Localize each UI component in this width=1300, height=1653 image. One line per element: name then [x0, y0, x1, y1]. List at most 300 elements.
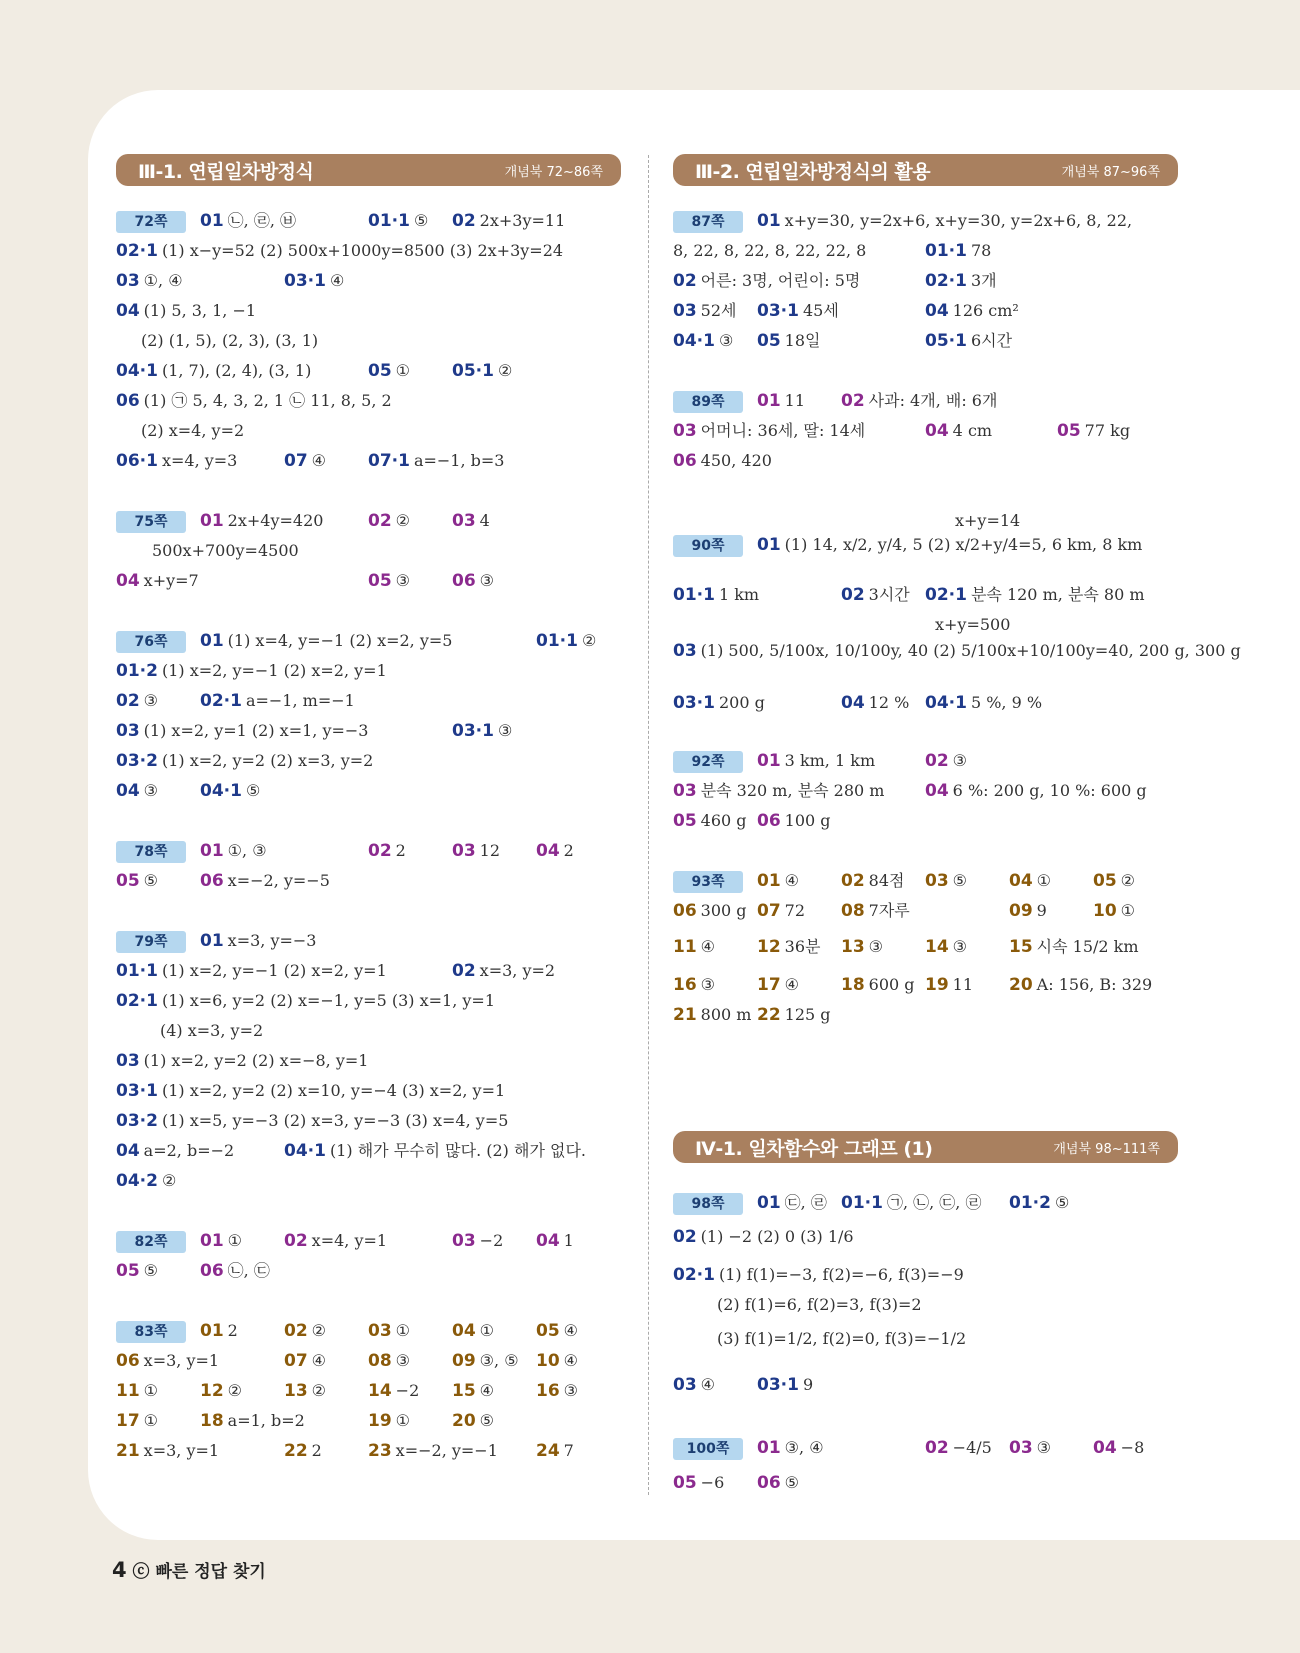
page-number-badge: 79쪽 [116, 931, 186, 953]
answer-item [116, 1078, 505, 1104]
answer-text: −2 [395, 1381, 420, 1400]
problem-number: 01 [757, 1438, 781, 1458]
problem-number: 01 [757, 871, 781, 891]
problem-number: 03·1 [116, 1081, 158, 1101]
problem-number: 02 [116, 691, 140, 711]
problem-number: 06 [757, 1473, 781, 1493]
answer-row [0, 934, 1300, 960]
problem-number: 04·2 [116, 1171, 158, 1191]
problem-number: 02 [452, 961, 476, 981]
problem-number: 09 [452, 1351, 476, 1371]
section-header-3-2 [673, 154, 1178, 186]
answer-text: 4 [479, 511, 490, 530]
problem-number: 07 [284, 451, 308, 471]
problem-number: 04 [116, 781, 140, 801]
problem-number: 09 [1009, 901, 1033, 921]
answer-item [757, 298, 839, 324]
problem-number: 01 [200, 211, 224, 231]
problem-number: 02 [368, 841, 392, 861]
problem-number: 04 [536, 841, 560, 861]
answer-item [1009, 1435, 1051, 1461]
problem-number: 01 [200, 931, 224, 951]
problem-number: 13 [841, 937, 865, 957]
problem-number: 10 [1093, 901, 1117, 921]
answer-item [452, 838, 500, 864]
answer-row [0, 898, 1300, 924]
problem-number: 03 [673, 781, 697, 801]
answer-text: ⑤ [479, 1411, 495, 1430]
problem-number: 14 [925, 937, 949, 957]
page-badge [116, 838, 186, 864]
answer-text: x=4, y=1 [311, 1231, 388, 1250]
answer-text: ① [1036, 871, 1052, 890]
answer-text: ④ [700, 937, 716, 956]
answer-item [841, 582, 910, 608]
answer-text: (1, 7), (2, 4), (3, 1) [161, 361, 312, 380]
answer-item [368, 358, 410, 384]
answer-item [673, 972, 715, 998]
answer-text: 4 cm [952, 421, 993, 440]
answer-text: (1) x=5, y=−3 (2) x=3, y=−3 (3) x=4, y=5 [161, 1111, 509, 1130]
answer-row [0, 1435, 1300, 1461]
answer-text: 2 [395, 841, 406, 860]
problem-number: 06 [452, 571, 476, 591]
answer-text: ④ [784, 871, 800, 890]
answer-text: 125 g [784, 1005, 831, 1024]
answer-item [673, 238, 866, 264]
answer-item [1057, 418, 1130, 444]
answer-text: 52세 [700, 301, 737, 320]
answer-item [673, 448, 772, 474]
problem-number: 01 [200, 841, 224, 861]
answer-row [0, 358, 1300, 384]
answer-item [925, 582, 1145, 608]
answer-text: ㉡, ㉣, ㉥ [227, 211, 297, 230]
problem-number: 02·1 [200, 691, 242, 711]
answer-row [0, 1138, 1300, 1164]
problem-number: 02 [284, 1231, 308, 1251]
answer-text: (1) x=2, y=2 (2) x=3, y=2 [161, 751, 374, 770]
answer-text: ① [479, 1321, 495, 1340]
answer-text: ③ [395, 1351, 411, 1370]
answer-text: 500x+700y=4500 [152, 541, 299, 560]
answer-text: (1) x=2, y=2 (2) x=−8, y=1 [143, 1051, 369, 1070]
answer-text: 11 [784, 391, 806, 410]
problem-number: 21 [673, 1005, 697, 1025]
answer-text: 12 % [868, 693, 910, 712]
problem-number: 01 [757, 211, 781, 231]
answer-text: (1) x=2, y=−1 (2) x=2, y=1 [161, 961, 387, 980]
problem-number: 01·2 [1009, 1193, 1051, 1213]
answer-item [925, 418, 992, 444]
answer-text: ① [227, 1231, 243, 1250]
answer-item [673, 1372, 715, 1398]
answer-row [0, 418, 1300, 444]
problem-number: 03 [673, 301, 697, 321]
problem-number: 02·1 [925, 585, 967, 605]
answer-item [452, 718, 512, 744]
answer-row [0, 238, 1300, 264]
problem-number: 04 [452, 1321, 476, 1341]
answer-item [536, 838, 574, 864]
answer-text: 84점 [868, 871, 905, 890]
problem-number: 03·1 [757, 301, 799, 321]
answer-row [0, 1372, 1300, 1398]
answer-item [757, 388, 805, 414]
problem-number: 05 [757, 331, 781, 351]
answer-text: ① [395, 1321, 411, 1340]
answer-text: (2) f(1)=6, f(2)=3, f(3)=2 [717, 1295, 922, 1314]
answer-row [0, 582, 1300, 608]
section-page-range: 개념북 98~111쪽 [1053, 1141, 1160, 1157]
problem-number: 06 [757, 811, 781, 831]
answer-text: ④ [479, 1381, 495, 1400]
answer-item [673, 934, 715, 960]
answer-text: ① [395, 361, 411, 380]
page-badge [673, 388, 743, 414]
problem-number: 02 [673, 271, 697, 291]
problem-number: 01 [200, 631, 224, 651]
answer-text: ④ [311, 1351, 327, 1370]
answer-text: ⑤ [784, 1473, 800, 1492]
problem-number: 16 [536, 1381, 560, 1401]
answer-row [0, 298, 1300, 324]
answer-text: ⑤ [413, 211, 429, 230]
problem-number: 04·1 [284, 1141, 326, 1161]
answer-text: 사과: 4개, 배: 6개 [868, 391, 998, 410]
answer-item [925, 298, 1019, 324]
problem-number: 02 [841, 871, 865, 891]
answer-item [757, 972, 799, 998]
answer-text: ④ [700, 1375, 716, 1394]
answer-text: 3시간 [868, 585, 910, 604]
answer-item [673, 1002, 751, 1028]
answer-item [673, 268, 860, 294]
problem-number: 06·1 [116, 451, 158, 471]
answer-item [935, 612, 1010, 638]
problem-number: 18 [200, 1411, 224, 1431]
answer-item [116, 1048, 368, 1074]
answer-text: ③ [718, 331, 734, 350]
page-number-badge: 100쪽 [673, 1438, 743, 1460]
answer-text: ① [143, 1381, 159, 1400]
answer-item [673, 808, 747, 834]
answer-row [0, 1262, 1300, 1288]
answer-item [757, 898, 805, 924]
problem-number: 03 [1009, 1438, 1033, 1458]
answer-text: x+y=500 [935, 615, 1011, 634]
answer-text: −2 [479, 1231, 504, 1250]
answer-text: 600 g [868, 975, 915, 994]
problem-number: 04 [1009, 871, 1033, 891]
answer-text: (1) f(1)=−3, f(2)=−6, f(3)=−9 [718, 1265, 964, 1284]
problem-number: 01 [757, 535, 781, 555]
problem-number: 03 [925, 871, 949, 891]
answer-item [673, 778, 884, 804]
page-badge [673, 208, 743, 234]
answer-text: (1) x=6, y=2 (2) x=−1, y=5 (3) x=1, y=1 [161, 991, 495, 1010]
page-number-badge: 87쪽 [673, 211, 743, 233]
problem-number: 03 [116, 271, 140, 291]
answer-text: a=−1, m=−1 [245, 691, 355, 710]
problem-number: 21 [116, 1441, 140, 1461]
problem-number: 20 [1009, 975, 1033, 995]
problem-number: 04·1 [925, 693, 967, 713]
answer-text: ④ [784, 975, 800, 994]
answer-text: x+y=7 [143, 571, 199, 590]
answer-row [0, 1326, 1300, 1352]
answer-row [0, 838, 1300, 864]
answer-item [673, 898, 747, 924]
page-badge [673, 748, 743, 774]
answer-text: ① [395, 1411, 411, 1430]
answer-row [0, 638, 1300, 664]
problem-number: 02·1 [116, 991, 158, 1011]
answer-item [841, 898, 910, 924]
answer-text: 1 km [718, 585, 760, 604]
answer-row [0, 1078, 1300, 1104]
answer-item [757, 328, 821, 354]
answer-text: 8, 22, 8, 22, 8, 22, 22, 8 [673, 241, 867, 260]
problem-number: 07 [757, 901, 781, 921]
problem-number: 06 [200, 871, 224, 891]
problem-number: 02·1 [673, 1265, 715, 1285]
answer-text: a=2, b=−2 [143, 1141, 235, 1160]
answer-text: ③ [143, 691, 159, 710]
answer-item [116, 358, 311, 384]
answer-item [673, 582, 759, 608]
answer-text: 460 g [700, 811, 747, 830]
problem-number: 03 [452, 841, 476, 861]
answer-text: 9 [802, 1375, 814, 1394]
answer-text: ①, ③ [227, 841, 267, 860]
problem-number: 02 [452, 211, 476, 231]
answer-item [717, 1292, 922, 1318]
problem-number: 01 [200, 511, 224, 531]
answer-text: 어머니: 36세, 딸: 14세 [700, 421, 866, 440]
page-badge [673, 532, 743, 558]
answer-text: ④ [329, 271, 345, 290]
problem-number: 01·1 [116, 961, 158, 981]
page-number-badge: 92쪽 [673, 751, 743, 773]
problem-number: 05 [368, 571, 392, 591]
answer-item [925, 868, 967, 894]
answer-text: 12 [479, 841, 501, 860]
answer-item [1093, 868, 1135, 894]
problem-number: 08 [368, 1351, 392, 1371]
answer-text: ④ [563, 1351, 579, 1370]
answer-text: ③ [563, 1381, 579, 1400]
problem-number: 22 [757, 1005, 781, 1025]
answer-text: ㉡, ㉢ [227, 1261, 270, 1280]
answer-item [673, 298, 737, 324]
answer-row [0, 208, 1300, 234]
section-header-3-1 [116, 154, 621, 186]
answer-row [0, 1224, 1300, 1250]
answer-text: −4/5 [952, 1438, 992, 1457]
problem-number: 05 [116, 1261, 140, 1281]
problem-number: 16 [673, 975, 697, 995]
answer-text: ② [581, 631, 597, 650]
problem-number: 05 [368, 361, 392, 381]
answer-text: (2) (1, 5), (2, 3), (3, 1) [141, 331, 319, 350]
answer-text: a=1, b=2 [227, 1411, 305, 1430]
answer-text: 7자루 [868, 901, 910, 920]
answer-item [116, 718, 368, 744]
answer-item [841, 868, 905, 894]
answer-item [673, 690, 765, 716]
problem-number: 04 [1093, 1438, 1117, 1458]
problem-number: 12 [757, 937, 781, 957]
answer-text: 분속 320 m, 분속 280 m [700, 781, 885, 800]
problem-number: 05 [116, 871, 140, 891]
answer-item [1009, 972, 1152, 998]
answer-text: 어른: 3명, 어린이: 5명 [700, 271, 861, 290]
section-page-range: 개념북 87~96쪽 [1061, 164, 1160, 180]
problem-number: 10 [536, 1351, 560, 1371]
problem-number: 05 [536, 1321, 560, 1341]
answer-text: ㉢, ㉣ [784, 1193, 827, 1212]
answer-item [452, 1408, 494, 1434]
answer-text: x=−2, y=−5 [227, 871, 330, 890]
problem-number: 01·2 [116, 661, 158, 681]
answer-text: x=3, y=2 [479, 961, 556, 980]
answer-text: 18일 [784, 331, 821, 350]
answer-text: 3 km, 1 km [784, 751, 876, 770]
answer-item [757, 808, 831, 834]
answer-row [0, 508, 1300, 534]
answer-item [1009, 868, 1051, 894]
answer-text: 5 %, 9 % [970, 693, 1043, 712]
answer-text: x=3, y=1 [143, 1351, 220, 1370]
answer-item [673, 328, 733, 354]
answer-text: a=−1, b=3 [413, 451, 505, 470]
problem-number: 11 [116, 1381, 140, 1401]
problem-number: 04 [841, 693, 865, 713]
answer-item [673, 638, 1241, 664]
problem-number: 03 [116, 1051, 140, 1071]
answer-item [368, 1408, 410, 1434]
answer-item [925, 268, 997, 294]
answer-text: 300 g [700, 901, 747, 920]
problem-number: 22 [284, 1441, 308, 1461]
problem-number: 05·1 [452, 361, 494, 381]
page-number-badge: 83쪽 [116, 1321, 186, 1343]
answer-row [0, 268, 1300, 294]
problem-number: 01 [200, 1321, 224, 1341]
answer-text: 45세 [802, 301, 839, 320]
problem-number: 03 [673, 641, 697, 661]
answer-item [673, 1470, 724, 1496]
answer-item [1009, 934, 1139, 960]
answer-item [116, 1408, 158, 1434]
answer-text: 11 [952, 975, 974, 994]
answer-text: ② [311, 1381, 327, 1400]
answer-text: ⑤ [1054, 1193, 1070, 1212]
problem-number: 17 [757, 975, 781, 995]
problem-number: 02 [368, 511, 392, 531]
page-badge [673, 1190, 743, 1216]
problem-number: 06 [200, 1261, 224, 1281]
answer-text: 2 [563, 841, 574, 860]
answer-row [0, 1002, 1300, 1028]
answer-item [1093, 898, 1135, 924]
problem-number: 02·1 [925, 271, 967, 291]
answer-text: 3개 [970, 271, 997, 290]
answer-text: 2x+4y=420 [227, 511, 324, 530]
answer-text: 2 [311, 1441, 322, 1460]
answer-text: x=3, y=−3 [227, 931, 317, 950]
problem-number: 01·1 [841, 1193, 883, 1213]
page-footer [112, 1557, 266, 1582]
answer-text: (1) x=2, y=2 (2) x=10, y=−4 (3) x=2, y=1 [161, 1081, 506, 1100]
answer-item [925, 934, 967, 960]
answer-row [0, 972, 1300, 998]
answer-row [0, 1108, 1300, 1134]
problem-number: 01 [757, 1193, 781, 1213]
answer-text: ④ [311, 451, 327, 470]
answer-item [757, 1372, 813, 1398]
answer-text: 시속 15/2 km [1036, 937, 1139, 956]
answer-item [1009, 1190, 1069, 1216]
problem-number: 02 [925, 751, 949, 771]
answer-text: ③ [952, 751, 968, 770]
problem-number: 06 [116, 1351, 140, 1371]
problem-number: 02 [673, 1227, 697, 1247]
footer-mark: ⓒ [132, 1562, 150, 1582]
answer-item [673, 1224, 854, 1250]
answer-text: ⑤ [245, 781, 261, 800]
page-number-badge: 89쪽 [673, 391, 743, 413]
answer-text: ⑤ [143, 1261, 159, 1280]
problem-number: 08 [841, 901, 865, 921]
answer-item [841, 1190, 981, 1216]
answer-text: ⑤ [143, 871, 159, 890]
answer-text: 분속 120 m, 분속 80 m [970, 585, 1145, 604]
page-number-badge: 82쪽 [116, 1231, 186, 1253]
problem-number: 04 [116, 1141, 140, 1161]
answer-item [717, 1326, 966, 1352]
problem-number: 20 [452, 1411, 476, 1431]
answer-item [757, 208, 1132, 234]
answer-item [841, 972, 915, 998]
problem-number: 02 [841, 391, 865, 411]
problem-number: 07 [284, 1351, 308, 1371]
answer-text: (1) ㉠ 5, 4, 3, 2, 1 ㉡ 11, 8, 5, 2 [143, 391, 392, 410]
problem-number: 04·1 [116, 361, 158, 381]
problem-number: 03·2 [116, 1111, 158, 1131]
problem-number: 18 [841, 975, 865, 995]
answer-text: 2 [227, 1321, 238, 1340]
answer-item [757, 532, 1142, 558]
answer-text: 36분 [784, 937, 821, 956]
problem-number: 11 [673, 937, 697, 957]
answer-text: ③ [700, 975, 716, 994]
problem-number: 07·1 [368, 451, 410, 471]
problem-number: 03 [368, 1321, 392, 1341]
answer-item [368, 838, 406, 864]
problem-number: 17 [116, 1411, 140, 1431]
answer-text: 200 g [718, 693, 765, 712]
answer-text: −8 [1120, 1438, 1145, 1457]
problem-number: 05·1 [925, 331, 967, 351]
answer-text: ㉠, ㉡, ㉢, ㉣ [886, 1193, 982, 1212]
answer-item [757, 1470, 799, 1496]
problem-number: 14 [368, 1381, 392, 1401]
answer-row [0, 718, 1300, 744]
answer-text: ③ [868, 937, 884, 956]
answer-text: ③ [952, 937, 968, 956]
